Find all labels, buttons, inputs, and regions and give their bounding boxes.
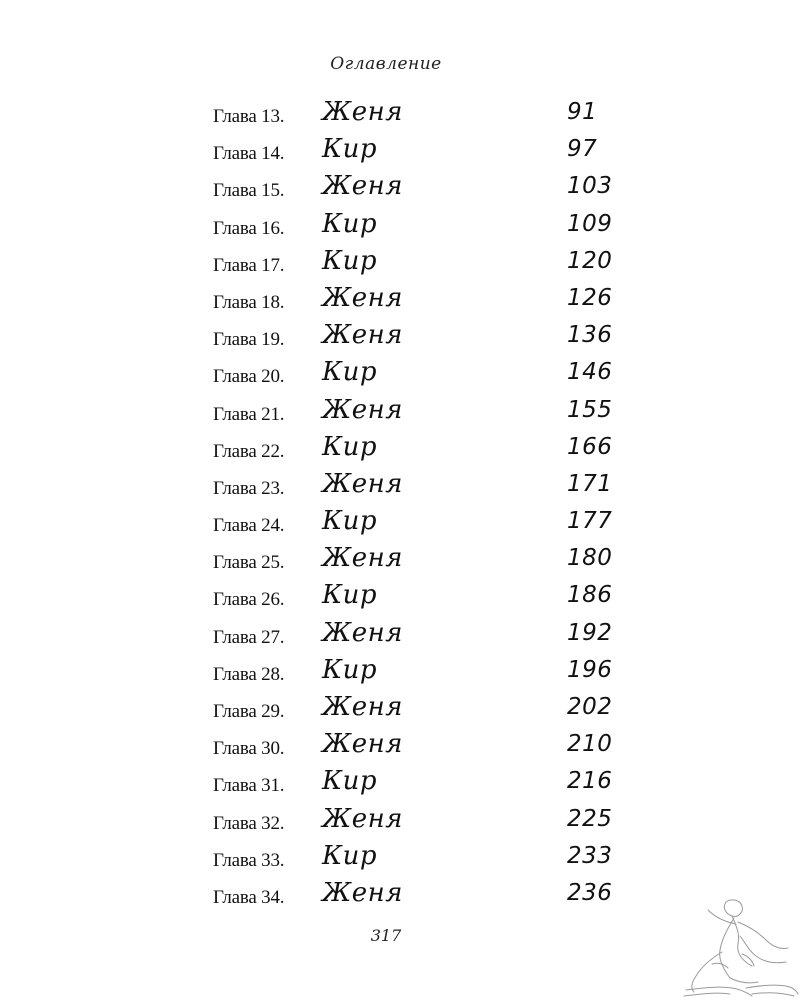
- toc-entry: [0, 394, 800, 431]
- page-number: 225: [567, 805, 613, 832]
- toc-entry: [0, 542, 800, 579]
- narrator-name: Кир: [322, 245, 378, 276]
- chapter-label: Глава 26.: [213, 589, 285, 611]
- toc-entry: [0, 431, 800, 468]
- toc-entry: [0, 170, 800, 207]
- narrator-name: Кир: [322, 506, 378, 537]
- chapter-label: Глава 27.: [213, 626, 285, 648]
- chapter-label: Глава 30.: [213, 738, 285, 760]
- page-number: 120: [567, 247, 613, 274]
- toc-entry: [0, 468, 800, 505]
- page-title: Оглавление: [330, 54, 442, 74]
- page-number: 155: [567, 396, 613, 423]
- table-of-contents: [0, 96, 800, 914]
- chapter-label: Глава 14.: [213, 143, 285, 165]
- narrator-name: Кир: [322, 654, 378, 685]
- narrator-name: Женя: [322, 877, 403, 908]
- chapter-label: Глава 13.: [213, 106, 285, 127]
- page-number: 192: [567, 619, 613, 646]
- toc-entry: [0, 654, 800, 691]
- toc-entry: [0, 579, 800, 616]
- chapter-label: Глава 24.: [213, 515, 285, 537]
- narrator-name: Женя: [322, 803, 403, 834]
- page-number: 236: [567, 879, 613, 906]
- chapter-label: Глава 15.: [213, 180, 285, 202]
- narrator-name: Кир: [322, 357, 378, 388]
- narrator-name: Женя: [322, 97, 403, 127]
- page-number: 216: [567, 768, 613, 795]
- narrator-name: Кир: [322, 580, 378, 611]
- chapter-label: Глава 28.: [213, 663, 285, 685]
- toc-entry: [0, 617, 800, 654]
- figure-skater-sketch-icon: [682, 892, 800, 1000]
- narrator-name: Кир: [322, 134, 378, 165]
- page-number: 136: [567, 322, 613, 349]
- narrator-name: Кир: [322, 431, 378, 462]
- narrator-name: Кир: [322, 208, 378, 239]
- toc-entry: [0, 282, 800, 319]
- toc-entry: [0, 840, 800, 877]
- page-number: 109: [567, 210, 613, 237]
- narrator-name: Кир: [322, 766, 378, 797]
- narrator-name: Женя: [322, 692, 403, 722]
- chapter-label: Глава 20.: [213, 366, 285, 388]
- narrator-name: Женя: [322, 617, 403, 648]
- narrator-name: Женя: [322, 282, 403, 313]
- page-number: 126: [567, 284, 613, 311]
- page-number: 97: [567, 136, 598, 163]
- chapter-label: Глава 25.: [213, 552, 285, 574]
- toc-entry: [0, 691, 800, 728]
- page-number: 186: [567, 582, 613, 609]
- narrator-name: Женя: [322, 729, 403, 760]
- page-number: 91: [567, 99, 598, 125]
- toc-entry: [0, 505, 800, 542]
- toc-entry: [0, 96, 800, 133]
- page-number: 103: [567, 173, 613, 200]
- narrator-name: Кир: [322, 840, 378, 871]
- chapter-label: Глава 33.: [213, 849, 285, 871]
- toc-entry: [0, 208, 800, 245]
- chapter-label: Глава 22.: [213, 440, 285, 462]
- chapter-label: Глава 16.: [213, 217, 285, 239]
- page-number: 210: [567, 731, 613, 758]
- narrator-name: Женя: [322, 468, 403, 499]
- chapter-label: Глава 31.: [213, 775, 285, 797]
- narrator-name: Женя: [322, 543, 403, 574]
- toc-entry: [0, 356, 800, 393]
- narrator-name: Женя: [322, 171, 403, 202]
- toc-entry: [0, 877, 800, 914]
- page-number: 180: [567, 545, 613, 572]
- chapter-label: Глава 32.: [213, 812, 285, 834]
- chapter-label: Глава 17.: [213, 254, 285, 276]
- chapter-label: Глава 19.: [213, 329, 285, 351]
- toc-entry: [0, 133, 800, 170]
- toc-entry: [0, 728, 800, 765]
- page-number: 196: [567, 656, 613, 683]
- chapter-label: Глава 21.: [213, 403, 285, 425]
- chapter-label: Глава 23.: [213, 477, 285, 499]
- page-folio: 317: [370, 926, 402, 945]
- page-number: 177: [567, 508, 613, 535]
- page-number: 202: [567, 694, 613, 720]
- chapter-label: Глава 34.: [213, 886, 285, 908]
- narrator-name: Женя: [322, 320, 403, 351]
- page-number: 166: [567, 433, 613, 460]
- toc-entry: [0, 319, 800, 356]
- page-number: 171: [567, 470, 613, 497]
- narrator-name: Женя: [322, 394, 403, 425]
- chapter-label: Глава 18.: [213, 291, 285, 313]
- page-number: 146: [567, 359, 613, 386]
- toc-entry: [0, 803, 800, 840]
- page-number: 233: [567, 842, 613, 869]
- chapter-label: Глава 29.: [213, 701, 285, 722]
- toc-entry: [0, 245, 800, 282]
- toc-entry: [0, 765, 800, 802]
